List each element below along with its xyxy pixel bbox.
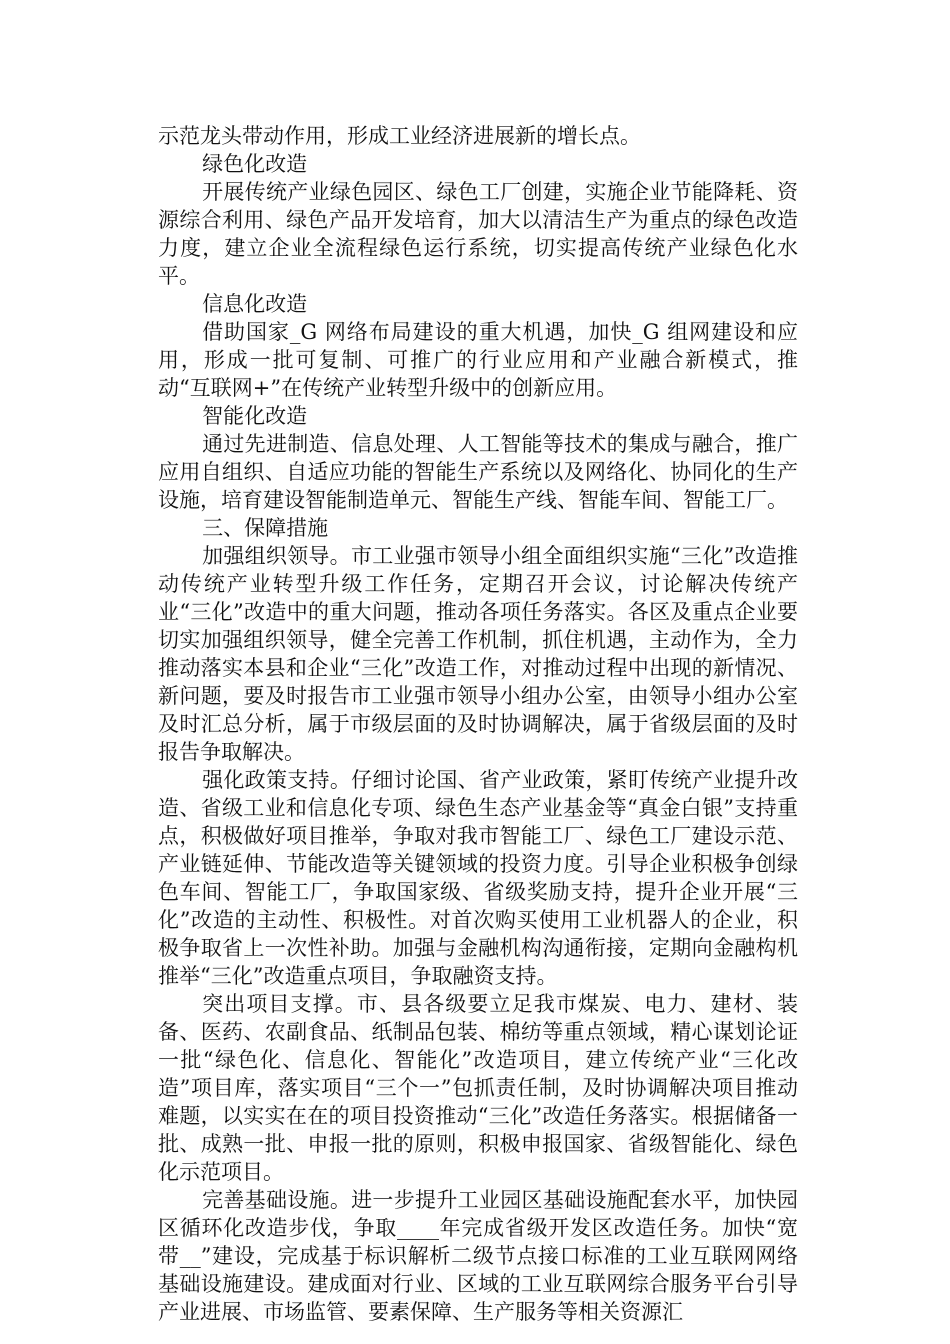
paragraph-organizational-leadership: 加强组织领导。市工业强市领导小组全面组织实施“三化”改造推动传统产业转型升级工作任务，定期召开会议，讨论解决传统产业“三化”改造中的重大问题，推动各项任务落实。各区及重点企业要切实加强组织领导，健全完善工作机制，抓住机遇，主动作为，全力推动落实本县和企业“三化”改造工作，对推动过程中出现的新情况、新问题，要及时报告市工业强市领导小组办公室，由领导小组办公室及时汇总分析，属于市级层面的及时协调解决，属于省级层面的及时报告争取解决。 xyxy=(158,544,798,764)
paragraph-informatization: 借助国家_G 网络布局建设的重大机遇，加快_G 组网建设和应用，形成一批可复制、可推广的行业应用和产业融合新模式，推动“互联网+”在传统产业转型升级中的创新应用。 xyxy=(158,320,798,400)
heading-safeguard-measures: 三、保障措施 xyxy=(202,516,329,540)
heading-green-transformation: 绿色化改造 xyxy=(202,152,308,176)
paragraph-infrastructure: 完善基础设施。进一步提升工业园区基础设施配套水平，加快园区循环化改造步伐，争取____年完成省级开发区改造任务。加快“宽带__”建设，完成基于标识解析二级节点接口标准的工业互联网网络基础设施建设。建成面对行业、区域的工业互联网综合服务平台引导产业进展、市场监管、要素保障、生产服务等相关资源汇 xyxy=(158,1188,798,1324)
paragraph-intelligent-transformation: 通过先进制造、信息处理、人工智能等技术的集成与融合，推广应用自组织、自适应功能的智能生产系统以及网络化、协同化的生产设施，培育建设智能制造单元、智能生产线、智能车间、智能工厂。 xyxy=(158,432,798,512)
paragraph-project-support: 突出项目支撑。市、县各级要立足我市煤炭、电力、建材、装备、医药、农副食品、纸制品包装、棉纺等重点领域，精心谋划论证一批“绿色化、信息化、智能化”改造项目，建立传统产业“三化改造”项目库，落实项目“三个一”包抓责任制，及时协调解决项目推动难题，以实实在在的项目投资推动“三化”改造任务落实。根据储备一批、成熟一批、申报一批的原则，积极申报国家、省级智能化、绿色化示范项目。 xyxy=(158,992,798,1184)
heading-informatization: 信息化改造 xyxy=(202,292,308,316)
paragraph-green-transformation: 开展传统产业绿色园区、绿色工厂创建，实施企业节能降耗、资源综合利用、绿色产品开发培育，加大以清洁生产为重点的绿色改造力度，建立企业全流程绿色运行系统，切实提高传统产业绿色化水平。 xyxy=(158,180,798,288)
paragraph-policy-support: 强化政策支持。仔细讨论国、省产业政策，紧盯传统产业提升改造、省级工业和信息化专项、绿色生态产业基金等“真金白银”支持重点，积极做好项目推举，争取对我市智能工厂、绿色工厂建设示范、产业链延伸、节能改造等关键领域的投资力度。引导企业积极争创绿色车间、智能工厂，争取国家级、省级奖励支持，提升企业开展“三化”改造的主动性、积极性。对首次购买使用工业机器人的企业，积极争取省上一次性补助。加强与金融机构沟通衔接，定期向金融构机推举“三化”改造重点项目，争取融资支持。 xyxy=(158,768,798,988)
document-page xyxy=(158,122,798,1326)
heading-intelligent-transformation: 智能化改造 xyxy=(202,404,308,428)
paragraph-continuation: 示范龙头带动作用，形成工业经济进展新的增长点。 xyxy=(158,124,641,148)
